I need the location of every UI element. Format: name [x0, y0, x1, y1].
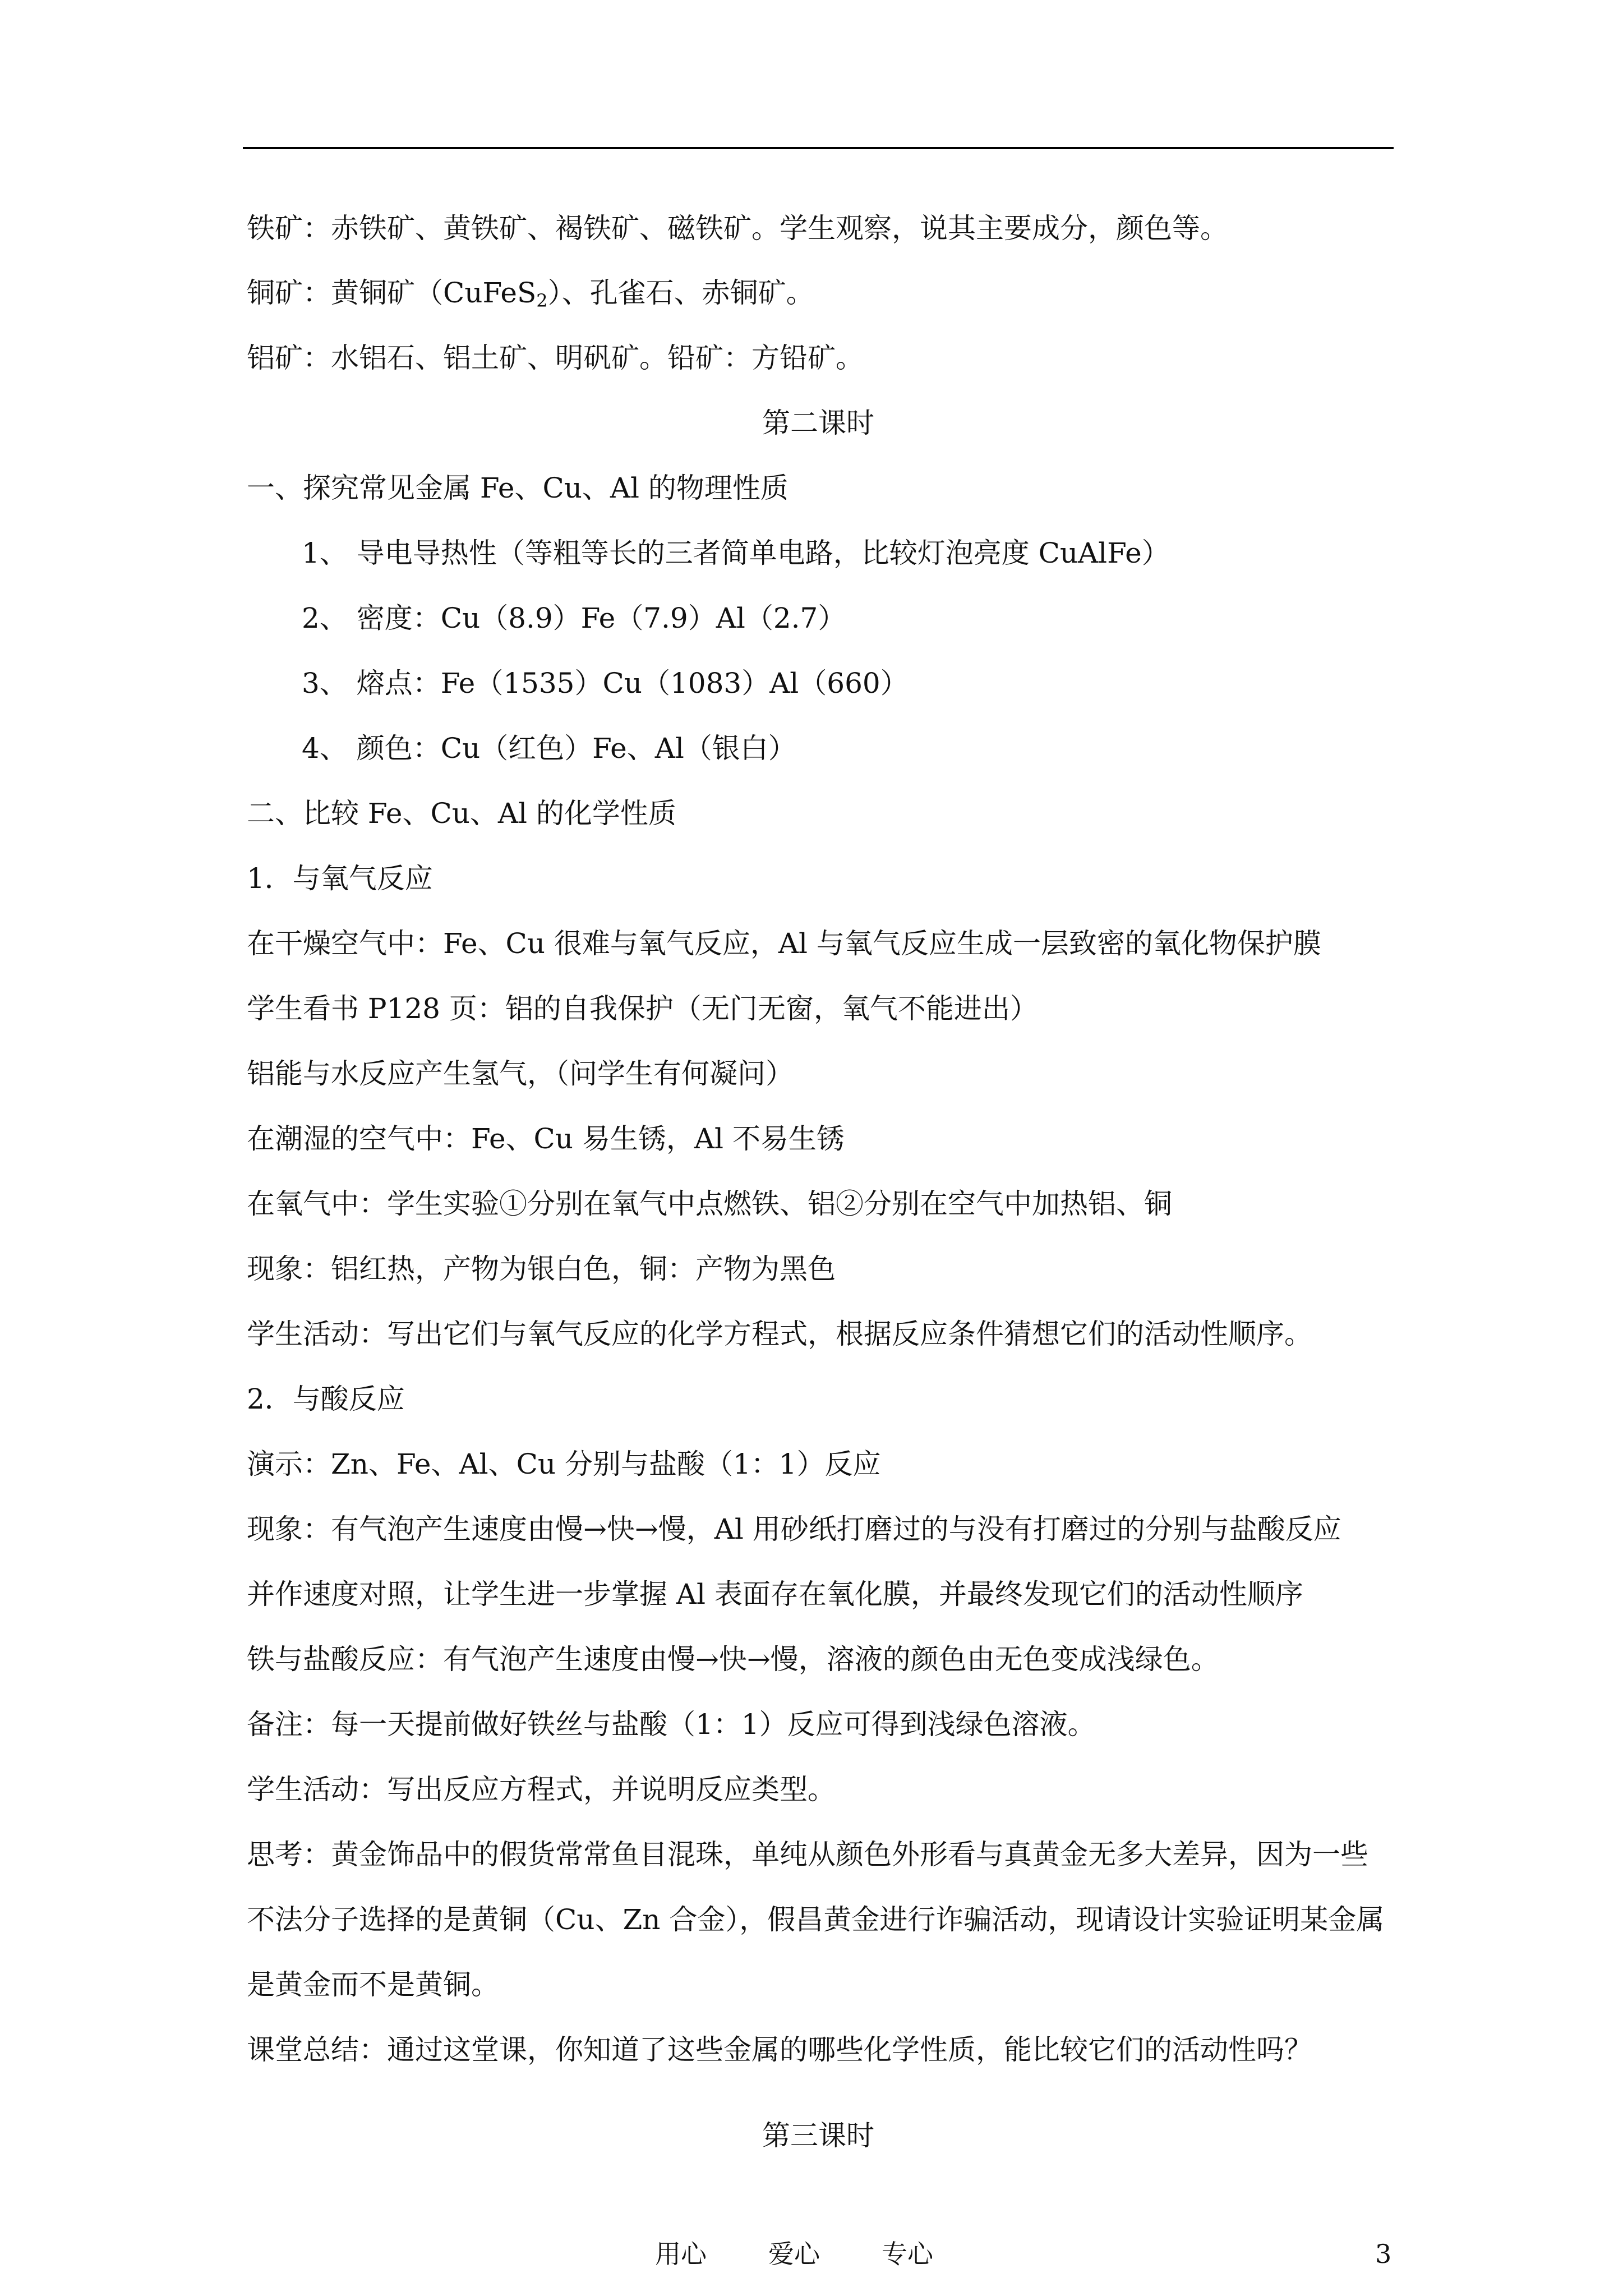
oxygen-line: 学生活动：写出它们与氧气反应的化学方程式，根据反应条件猜想它们的活动性顺序。 [247, 1318, 1312, 1350]
lesson3-title: 第三课时 [762, 2119, 874, 2152]
iron-ore-line: 铁矿：赤铁矿、黄铁矿、褐铁矿、磁铁矿。学生观察，说其主要成分，颜色等。 [247, 212, 1228, 245]
oxygen-line: 学生看书 P128 页：铝的自我保护（无门无窗，氧气不能进出） [247, 992, 1038, 1025]
lesson2-title: 第二课时 [762, 407, 874, 439]
aluminum-ore-line: 铝矿：水铝石、铝土矿、明矾矿。铅矿：方铅矿。 [247, 342, 864, 374]
section1-item: 2、 密度：Cu（8.9）Fe（7.9）Al（2.7） [302, 602, 846, 634]
acid-line: 思考：黄金饰品中的假货常常鱼目混珠，单纯从颜色外形看与真黄金无多大差异，因为一些 [247, 1838, 1368, 1871]
footer-slogan: 用心 [655, 2239, 707, 2269]
footer-slogan: 爱心 [768, 2239, 820, 2269]
oxygen-line: 铝能与水反应产生氢气，（问学生有何凝问） [247, 1057, 794, 1090]
oxygen-line: 在氧气中：学生实验①分别在氧气中点燃铁、铝②分别在空气中加热铝、铜 [247, 1188, 1172, 1220]
acid-line: 备注：每一天提前做好铁丝与盐酸（1：1）反应可得到浅绿色溶液。 [247, 1708, 1096, 1741]
copper-ore-line [247, 275, 814, 311]
header-rule [243, 147, 1394, 149]
copper-ore-text-end: ）、孔雀石、赤铜矿。 [547, 277, 814, 309]
oxygen-line: 在干燥空气中：Fe、Cu 很难与氧气反应，Al 与氧气反应生成一层致密的氧化物保护膜 [247, 927, 1321, 960]
acid-line: 演示：Zn、Fe、Al、Cu 分别与盐酸（1：1）反应 [247, 1448, 881, 1480]
subsection2-title: 2．与酸反应 [247, 1383, 405, 1415]
section1-title: 一、探究常见金属 Fe、Cu、Al 的物理性质 [247, 472, 789, 504]
section1-item: 3、 熔点：Fe（1535）Cu（1083）Al（660） [302, 667, 909, 700]
acid-line: 学生活动：写出反应方程式，并说明反应类型。 [247, 1773, 836, 1806]
section1-item: 1、 导电导热性（等粗等长的三者简单电路，比较灯泡亮度 CuAlFe） [302, 537, 1170, 569]
page-number: 3 [1375, 2239, 1392, 2269]
section2-title: 二、比较 Fe、Cu、Al 的化学性质 [247, 797, 676, 830]
acid-line: 不法分子选择的是黄铜（Cu、Zn 合金），假昌黄金进行诈骗活动，现请设计实验证明某金属 [247, 1903, 1385, 1936]
copper-ore-subscript: 2 [536, 290, 548, 311]
subsection1-title: 1．与氧气反应 [247, 862, 433, 895]
oxygen-line: 在潮湿的空气中：Fe、Cu 易生锈，Al 不易生锈 [247, 1122, 845, 1155]
acid-line: 是黄金而不是黄铜。 [247, 1968, 499, 2001]
footer-slogan: 专心 [882, 2239, 933, 2269]
copper-ore-text: 铜矿：黄铜矿（CuFeS [247, 277, 537, 309]
oxygen-line: 现象：铝红热，产物为银白色，铜：产物为黑色 [247, 1253, 836, 1285]
summary-line: 课堂总结：通过这堂课，你知道了这些金属的哪些化学性质，能比较它们的活动性吗？ [247, 2033, 1312, 2066]
acid-line: 并作速度对照，让学生进一步掌握 Al 表面存在氧化膜，并最终发现它们的活动性顺序 [247, 1578, 1303, 1611]
acid-line: 现象：有气泡产生速度由慢→快→慢，Al 用砂纸打磨过的与没有打磨过的分别与盐酸反应 [247, 1513, 1341, 1545]
section1-item: 4、 颜色：Cu（红色）Fe、Al（银白） [302, 732, 796, 765]
acid-line: 铁与盐酸反应：有气泡产生速度由慢→快→慢，溶液的颜色由无色变成浅绿色。 [247, 1643, 1219, 1676]
